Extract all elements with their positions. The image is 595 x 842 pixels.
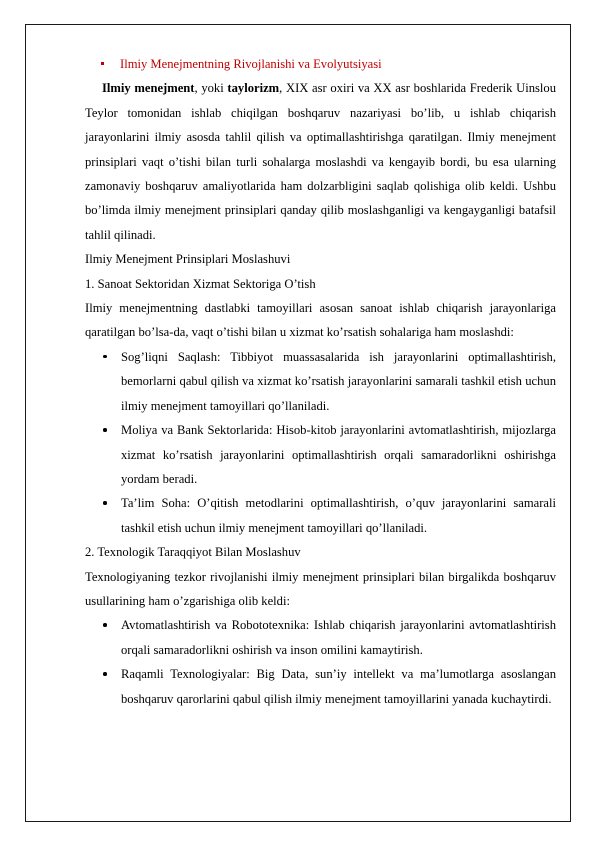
list-item [85,418,556,491]
list-item [85,613,556,662]
bullet-icon [103,672,107,676]
intro-paragraph [85,76,556,247]
bullet-icon [101,62,104,65]
section-heading [101,52,556,76]
term-taylorizm: taylorizm [227,81,280,96]
intro-rest: , XIX asr oxiri va XX asr boshlarida Frederik Uinslou Teylor tomonidan ishlab chiqilgan boshqaruv nazariyasi bo’lib, u ishlab chiqarish jarayonlarini ilmiy asosda tahlil qilish va optimallashtirishga qaratilgan. Ilmiy menejment prinsiplari vaqt o’tishi bilan turli sohalarga moslashdi va kengayib bordi, bu esa ularning zamonaviy boshqaruv amaliyotlarida ham dolzarbligini saqlab qolishiga olib keldi. Ushbu bo’limda ilmiy menejment prinsiplari qanday qilib moslashganligi va kengayganligi batafsil tahlil qilinadi. [85,81,557,242]
subsection-1-title: 1. Sanoat Sektoridan Xizmat Sektoriga O’tish [85,276,316,291]
heading-text: Ilmiy Menejmentning Rivojlanishi va Evolyutsiyasi [120,57,382,71]
subsection-1-text: Ilmiy menejmentning dastlabki tamoyillari asosan sanoat ishlab chiqarish jarayonlariga qaratilgan bo’lsa-da, vaqt o’tishi bilan u xizmat ko’rsatish sohalariga ham moslashdi: [85,301,556,340]
bullet-icon [103,501,107,505]
list-item-text: Avtomatlashtirish va Robototexnika: Ishlab chiqarish jarayonlarini avtomatlashtirish orqali samaradorlikni oshirish va inson omilini kamaytirish. [121,618,556,657]
document-body [85,52,556,711]
list-item-text: Raqamli Texnologiyalar: Big Data, sun’iy intellekt va ma’lumotlarga asoslangan boshqaruv qarorlarini qabul qilish ilmiy menejment tamoyillarini yanada kuchaytirdi. [121,667,556,706]
bullet-icon [103,623,107,627]
bullet-icon [103,428,107,432]
subsection-2-title: 2. Texnologik Taraqqiyot Bilan Moslashuv [85,545,301,560]
term-ilmiy-menejment: Ilmiy menejment [102,81,195,96]
list-item-text: Sog’liqni Saqlash: Tibbiyot muassasalarida ish jarayonlarini optimallashtirish, bemorlarni qabul qilish va xizmat ko’rsatish jarayonlarini samarali tashkil etish uchun ilmiy menejment tamoyillari qo’llaniladi. [121,349,556,413]
list-item-text: Ta’lim Soha: O’qitish metodlarini optimallashtirish, o’quv jarayonlarini samarali tashkil etish uchun ilmiy menejment tamoyillari qo’llaniladi. [121,496,556,535]
section-title: Ilmiy Menejment Prinsiplari Moslashuvi [85,252,291,267]
list-item [85,491,556,540]
subsection-2-text: Texnologiyaning tezkor rivojlanishi ilmiy menejment prinsiplari bilan birgalikda boshqaruv usullarining ham o’zgarishiga olib keldi: [85,569,556,608]
list-item [85,345,556,418]
list-item [85,662,556,711]
intro-conj: , yoki [194,81,228,96]
bullet-icon [103,355,107,359]
subsection-1-list [85,345,556,540]
list-item-text: Moliya va Bank Sektorlarida: Hisob-kitob jarayonlarini avtomatlashtirish, mijozlarga xizmat ko’rsatish jarayonlarini optimallashtirish orqali samaradorlikni oshirishga yordam beradi. [121,423,556,486]
subsection-2-list [85,613,556,711]
